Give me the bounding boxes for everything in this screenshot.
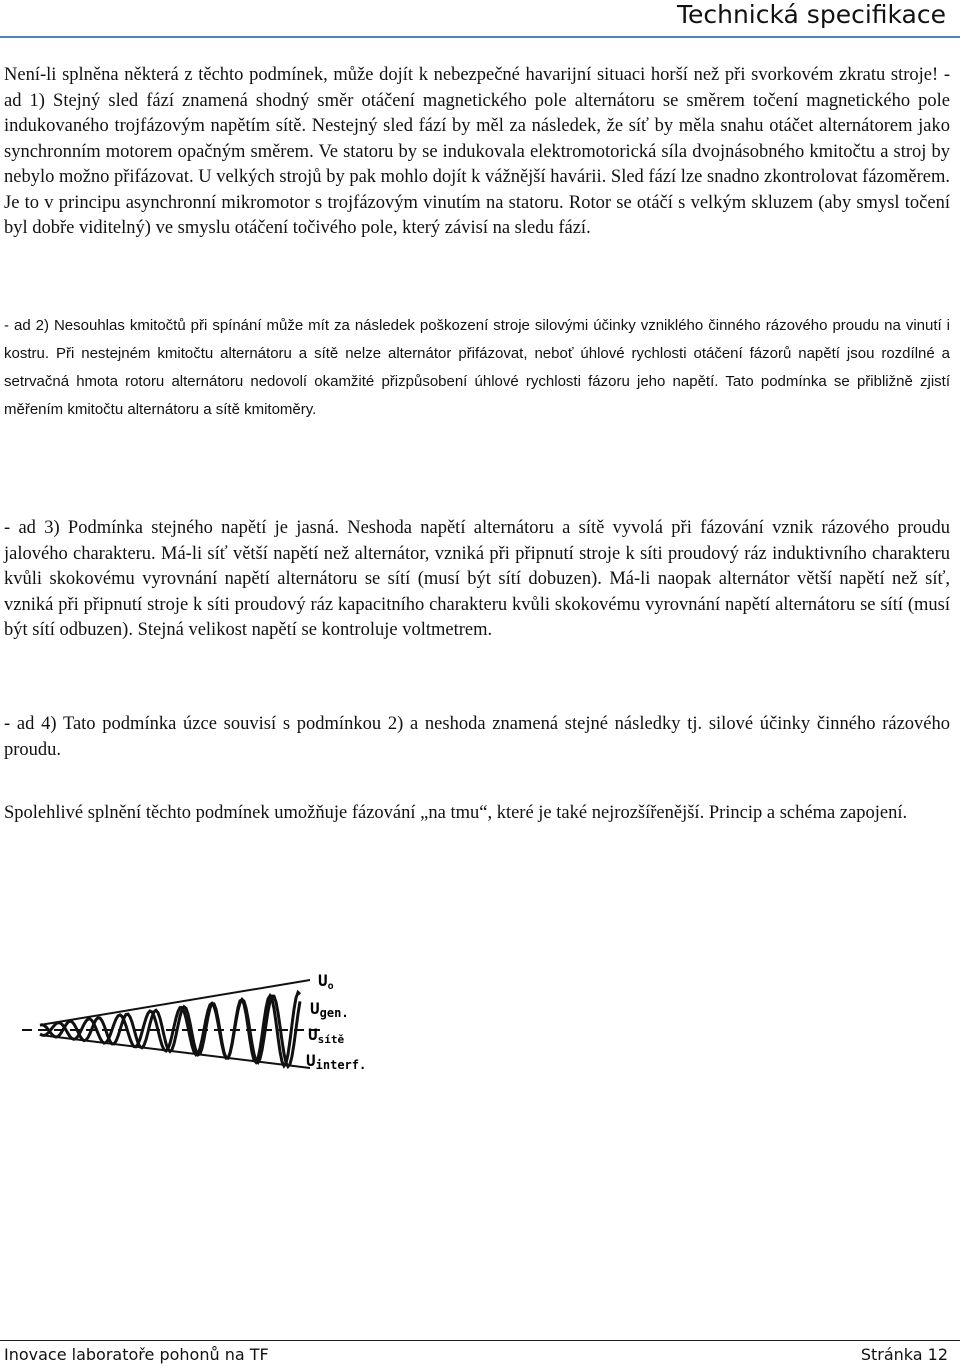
paragraph-phasing-dark: Spolehlivé splnění těchto podmínek umožňuje fázování „na tmu“, které je také nejrozšířenější. Princip a schéma zapojení. — [4, 803, 908, 823]
paragraph-ad4: - ad 4) Tato podmínka úzce souvisí s podmínkou 2) a neshoda znamená stejné následky tj. silové účinky činného rázového proudu. — [4, 714, 950, 760]
paragraph-ad3: - ad 3) Podmínka stejného napětí je jasná. Neshoda napětí alternátoru a sítě vyvolá při fázování vznik rázového proudu jalového charakteru. Má-li síť větší napětí než alternátor, vzniká při připnutí stroje k síti proudový ráz induktivního charakteru kvůli skokovému vyrovnání napětí alternátoru se sítí (musí být sítí dobuzen). Má-li naopak alternátor větší napětí než síť, vzniká při připnutí stroje k síti proudový ráz kapacitního charakteru kvůli skokovému vyrovnání napětí alternátoru se sítí (musí být sítí odbuzen). Stejná velikost napětí se kontroluje voltmetrem. — [4, 518, 950, 640]
paragraph-ad2: - ad 2) Nesouhlas kmitočtů při spínání může mít za následek poškození stroje silovými účinky vzniklého činného rázového proudu na vinutí i kostru. Při nestejném kmitočtu alternátoru a sítě nelze alternátor přifázovat, neboť úhlové rychlosti otáčení fázorů napětí jsou rozdílné a setrvačná hmota rotoru alternátoru nedovolí okamžité přizpůsobení úhlové rychlosti fázoru jeho napětí. Tato podmínka se přibližně zjistí měřením kmitočtu alternátoru a sítě kmitoměry. — [4, 317, 950, 418]
label-uinterf: Uinterf. — [306, 1051, 367, 1072]
label-u: Uo — [318, 971, 334, 992]
footer-project-name: Inovace laboratoře pohonů na TF — [4, 1345, 269, 1364]
label-usite: Usítě — [308, 1025, 345, 1046]
page-header-title: Technická specifikace — [676, 0, 946, 29]
footer-divider — [0, 1340, 960, 1341]
label-ugen: Ugen. — [310, 999, 349, 1020]
footer-page-number: Stránka 12 — [860, 1345, 948, 1364]
header-divider — [0, 36, 960, 38]
voltage-interference-diagram — [20, 970, 390, 1080]
paragraph-conditions-ad1: Není-li splněna některá z těchto podmínek, může dojít k nebezpečné havarijní situaci horší než při svorkovém zkratu stroje! - ad 1) Stejný sled fází znamená shodný směr otáčení magnetického pole alternátoru se směrem točení magnetického pole indukovaného trojfázovým napětím sítě. Nestejný sled fází by měl za následek, že síť by měla snahu otáčet alternátorem jako synchronním motorem opačným směrem. Ve statoru by se indukovala elektromotorická síla dvojnásobného kmitočtu a stroj by nebylo možno přifázovat. U velkých strojů by pak mohlo dojít k vážnější havárii. Sled fází lze snadno zkontrolovat fázoměrem. Je to v principu asynchronní mikromotor s trojfázovým vinutím na statoru. Rotor se otáčí s velkým skluzem (aby smysl točení byl dobře viditelný) ve smyslu otáčení točivého pole, který závisí na sledu fází. — [4, 65, 950, 238]
